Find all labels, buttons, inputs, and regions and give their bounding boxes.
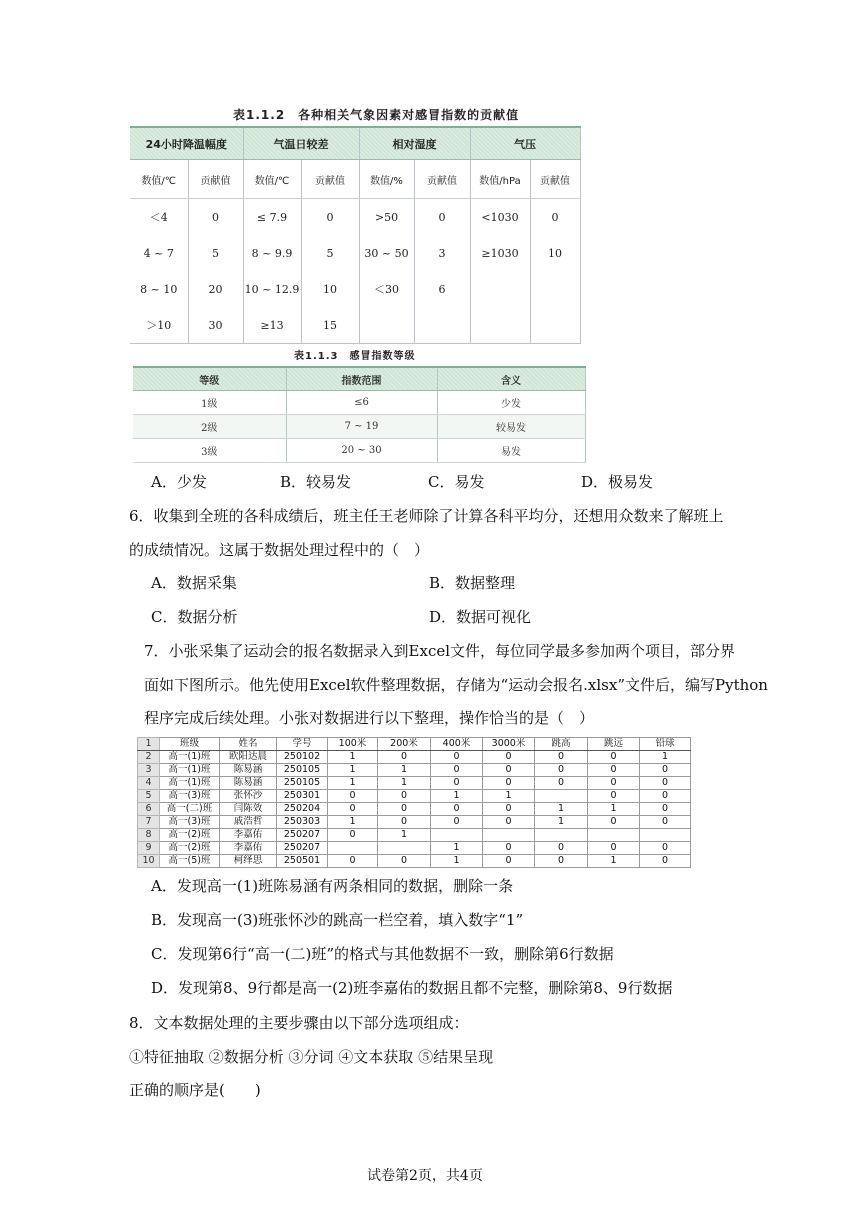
excel-cell: 高一(1)班: [160, 751, 220, 764]
excel-cell: 李嘉佑: [220, 842, 277, 855]
excel-row-number: 6: [138, 803, 160, 816]
excel-cell: [535, 790, 588, 803]
excel-cell: 0: [588, 816, 640, 829]
q6-option-c: C．数据分析: [151, 608, 238, 626]
excel-cell: [535, 829, 588, 842]
excel-cell: 0: [483, 855, 535, 868]
excel-cell: 0: [640, 842, 691, 855]
excel-cell: 0: [588, 764, 640, 777]
q7-option-a: A．发现高一(1)班陈易涵有两条相同的数据，删除一条: [151, 877, 514, 895]
table-113: [133, 366, 586, 463]
excel-cell: 0: [535, 777, 588, 790]
excel-cell: [588, 829, 640, 842]
excel-cell: 1: [483, 790, 535, 803]
excel-cell: [378, 842, 431, 855]
table-112-cell: 4 ~ 7: [130, 235, 188, 271]
table-112-subheader: 贡献值: [301, 160, 359, 199]
excel-cell: 1: [535, 816, 588, 829]
q5-option-c: C．易发: [428, 473, 485, 491]
table-112-cell: 10: [301, 271, 359, 307]
excel-cell: 0: [640, 803, 691, 816]
excel-cell: 0: [483, 751, 535, 764]
excel-cell: 高一(二)班: [160, 803, 220, 816]
excel-cell: 1: [328, 751, 378, 764]
excel-row-number: 2: [138, 751, 160, 764]
excel-column-header: 100米: [328, 738, 378, 751]
excel-cell: 张怀沙: [220, 790, 277, 803]
table-112-subheader: 数值/℃: [243, 160, 301, 199]
table-113-cell: 1级: [133, 391, 286, 415]
table-112-cell: 15: [301, 307, 359, 344]
table-113-caption: 表1.1.3 感冒指数等级: [294, 351, 416, 362]
table-112-group-header: 气压: [470, 127, 580, 160]
table-112-cell: 10: [530, 235, 580, 271]
excel-column-header: 400米: [431, 738, 483, 751]
excel-cell: 0: [431, 803, 483, 816]
excel-cell: 高一(1)班: [160, 764, 220, 777]
table-112-cell: 6: [414, 271, 470, 307]
table-112-cell: 0: [301, 199, 359, 236]
table-112-subheader: 数值/hPa: [470, 160, 530, 199]
excel-row: [138, 777, 691, 790]
excel-row-number: 8: [138, 829, 160, 842]
excel-cell: 0: [535, 855, 588, 868]
excel-cell: 1: [588, 855, 640, 868]
table-113-cell: ≤6: [286, 391, 437, 415]
excel-cell: 1: [431, 842, 483, 855]
table-112-cell: ≥13: [243, 307, 301, 344]
excel-row-number: 1: [138, 738, 160, 751]
q6-option-b: B．数据整理: [429, 574, 516, 592]
q7-option-c: C．发现第6行“高一(二)班”的格式与其他数据不一致，删除第6行数据: [151, 945, 614, 963]
excel-cell: 0: [535, 842, 588, 855]
excel-cell: 0: [378, 790, 431, 803]
excel-cell: 欧阳达晨: [220, 751, 277, 764]
excel-row-number: 4: [138, 777, 160, 790]
excel-cell: 高一(5)班: [160, 855, 220, 868]
table-113-cell: 7 ~ 19: [286, 415, 437, 439]
table-112-cell: 5: [301, 235, 359, 271]
table-112-cell: 0: [188, 199, 243, 236]
excel-column-header: 跳高: [535, 738, 588, 751]
table-112-cell: 0: [530, 199, 580, 236]
excel-row: [138, 842, 691, 855]
excel-cell: 高一(2)班: [160, 829, 220, 842]
table-112-group-row: [130, 127, 580, 160]
q6-stem-line1: 6．收集到全班的各科成绩后，班主任王老师除了计算各科平均分，还想用众数来了解班上: [129, 507, 724, 525]
excel-cell: 0: [483, 764, 535, 777]
excel-cell: 0: [328, 855, 378, 868]
excel-cell: 250501: [277, 855, 328, 868]
excel-cell: 0: [588, 751, 640, 764]
q8-stem-line1: 8．文本数据处理的主要步骤由以下部分选项组成：: [129, 1014, 469, 1032]
excel-cell: 1: [328, 816, 378, 829]
excel-cell: 1: [378, 829, 431, 842]
excel-row-number: 5: [138, 790, 160, 803]
excel-cell: 250105: [277, 764, 328, 777]
table-112-cell: ≤ 7.9: [243, 199, 301, 236]
table-112-cell: [359, 307, 414, 344]
table-113-header: 等级: [133, 367, 286, 391]
table-112-cell: 10 ~ 12.9: [243, 271, 301, 307]
q5-option-b: B．较易发: [280, 473, 352, 491]
excel-cell: 0: [483, 803, 535, 816]
excel-row: [138, 751, 691, 764]
excel-column-header: 班级: [160, 738, 220, 751]
table-113-cell: 2级: [133, 415, 286, 439]
table-112-cell: 8 ~ 9.9: [243, 235, 301, 271]
excel-row-number: 10: [138, 855, 160, 868]
table-112-cell: <1030: [470, 199, 530, 236]
excel-row-number: 9: [138, 842, 160, 855]
excel-row-number: 7: [138, 816, 160, 829]
excel-cell: 250207: [277, 829, 328, 842]
excel-cell: 0: [378, 816, 431, 829]
excel-cell: 250105: [277, 777, 328, 790]
table-112-cell: [470, 271, 530, 307]
excel-cell: 0: [431, 816, 483, 829]
excel-cell: 1: [378, 777, 431, 790]
excel-cell: 0: [588, 842, 640, 855]
excel-cell: 1: [328, 777, 378, 790]
q7-option-d: D．发现第8、9行都是高一(2)班李嘉佑的数据且都不完整，删除第8、9行数据: [151, 979, 673, 997]
excel-cell: 李嘉佑: [220, 829, 277, 842]
excel-cell: 0: [535, 751, 588, 764]
excel-cell: 高一(1)班: [160, 777, 220, 790]
excel-cell: 高一(3)班: [160, 816, 220, 829]
excel-column-header: 跳远: [588, 738, 640, 751]
excel-cell: [431, 829, 483, 842]
excel-cell: 0: [588, 790, 640, 803]
excel-cell: 闫陈效: [220, 803, 277, 816]
excel-cell: 高一(3)班: [160, 790, 220, 803]
q7-stem-line1: 7．小张采集了运动会的报名数据录入到Excel文件，每位同学最多参加两个项目，部分界: [144, 642, 736, 660]
excel-column-header: 200米: [378, 738, 431, 751]
excel-cell: 0: [431, 777, 483, 790]
excel-cell: 1: [535, 803, 588, 816]
table-113-cell: 易发: [437, 439, 585, 463]
excel-row: [138, 790, 691, 803]
excel-cell: 0: [328, 829, 378, 842]
excel-cell: 高一(2)班: [160, 842, 220, 855]
excel-cell: 陈易涵: [220, 764, 277, 777]
q7-stem-line2: 面如下图所示。他先使用Excel软件整理数据，存储为“运动会报名.xlsx”文件后，编写Python: [144, 676, 768, 694]
excel-cell: 0: [328, 790, 378, 803]
table-113-cell: 少发: [437, 391, 585, 415]
excel-cell: 0: [640, 855, 691, 868]
q6-option-d: D．数据可视化: [429, 608, 532, 626]
q5-option-a: A．少发: [151, 473, 207, 491]
excel-cell: 0: [328, 803, 378, 816]
table-113-row: [133, 439, 585, 463]
excel-row: [138, 764, 691, 777]
table-113-cell: 较易发: [437, 415, 585, 439]
table-112-subheader: 数值/%: [359, 160, 414, 199]
excel-cell: 0: [431, 751, 483, 764]
excel-cell: 0: [378, 751, 431, 764]
excel-row: [138, 855, 691, 868]
excel-cell: 0: [588, 777, 640, 790]
q8-stem-line2: ①特征抽取 ②数据分析 ③分词 ④文本获取 ⑤结果呈现: [129, 1048, 494, 1066]
page-footer: 试卷第2页，共4页: [367, 1168, 483, 1184]
table-112-subheader: 贡献值: [188, 160, 243, 199]
excel-row: [138, 829, 691, 842]
excel-cell: [640, 829, 691, 842]
q7-stem-line3: 程序完成后续处理。小张对数据进行以下整理，操作恰当的是（ ）: [144, 709, 595, 727]
table-112-group-header: 气温日较差: [243, 127, 359, 160]
excel-cell: [483, 829, 535, 842]
excel-cell: 1: [328, 764, 378, 777]
excel-column-header: 铅球: [640, 738, 691, 751]
excel-cell: 0: [431, 764, 483, 777]
table-113-row: [133, 415, 585, 439]
excel-cell: 250102: [277, 751, 328, 764]
table-112-cell: 30: [188, 307, 243, 344]
excel-cell: 1: [378, 764, 431, 777]
excel-cell: 1: [640, 751, 691, 764]
table-113-cell: 3级: [133, 439, 286, 463]
table-112-caption: 表1.1.2 各种相关气象因素对感冒指数的贡献值: [233, 108, 520, 122]
excel-column-header: 学号: [277, 738, 328, 751]
excel-sheet: [137, 737, 691, 868]
table-112-cell: ＜30: [359, 271, 414, 307]
excel-cell: 0: [378, 803, 431, 816]
excel-cell: 陈易涵: [220, 777, 277, 790]
excel-cell: 0: [483, 777, 535, 790]
table-112-subheader-row: [130, 160, 580, 199]
table-112-cell: 3: [414, 235, 470, 271]
table-112-row: [130, 235, 580, 271]
table-112-subheader: 数值/℃: [130, 160, 188, 199]
excel-cell: 0: [483, 842, 535, 855]
table-112-cell: ≥1030: [470, 235, 530, 271]
table-112-group-header: 相对湿度: [359, 127, 470, 160]
table-113-header: 指数范围: [286, 367, 437, 391]
table-112-row: [130, 271, 580, 307]
excel-cell: 250207: [277, 842, 328, 855]
excel-column-header: 3000米: [483, 738, 535, 751]
table-112-cell: [530, 271, 580, 307]
q8-stem-line3: 正确的顺序是( ): [129, 1081, 261, 1099]
table-112-cell: ＜4: [130, 199, 188, 236]
q6-option-a: A．数据采集: [151, 574, 237, 592]
table-113-cell: 20 ~ 30: [286, 439, 437, 463]
table-113-header-row: [133, 367, 585, 391]
excel-header-row: [138, 738, 691, 751]
excel-row: [138, 803, 691, 816]
excel-cell: 戚浩哲: [220, 816, 277, 829]
table-113-header: 含义: [437, 367, 585, 391]
table-112-cell: ＞10: [130, 307, 188, 344]
q5-option-d: D．极易发: [581, 473, 654, 491]
excel-cell: 0: [640, 764, 691, 777]
excel-column-header: 姓名: [220, 738, 277, 751]
excel-cell: 250303: [277, 816, 328, 829]
table-112-subheader: 贡献值: [414, 160, 470, 199]
table-112-cell: >50: [359, 199, 414, 236]
excel-cell: 0: [640, 777, 691, 790]
table-112-cell: 5: [188, 235, 243, 271]
table-112: [130, 126, 581, 344]
table-112-subheader: 贡献值: [530, 160, 580, 199]
q7-option-b: B．发现高一(3)班张怀沙的跳高一栏空着，填入数字“1”: [151, 911, 524, 929]
excel-cell: 250301: [277, 790, 328, 803]
excel-cell: 0: [483, 816, 535, 829]
table-112-cell: [470, 307, 530, 344]
excel-cell: 0: [535, 764, 588, 777]
table-112-cell: 20: [188, 271, 243, 307]
excel-cell: 柯绎思: [220, 855, 277, 868]
table-112-row: [130, 199, 580, 236]
excel-cell: 0: [378, 855, 431, 868]
excel-cell: [328, 842, 378, 855]
excel-row: [138, 816, 691, 829]
excel-cell: 1: [588, 803, 640, 816]
table-112-cell: 0: [414, 199, 470, 236]
excel-cell: 1: [431, 790, 483, 803]
table-112-group-header: 24小时降温幅度: [130, 127, 243, 160]
excel-cell: 0: [640, 790, 691, 803]
table-112-cell: 8 ~ 10: [130, 271, 188, 307]
excel-cell: 0: [640, 816, 691, 829]
table-112-cell: 30 ~ 50: [359, 235, 414, 271]
table-112-row: [130, 307, 580, 344]
excel-row-number: 3: [138, 764, 160, 777]
excel-cell: 250204: [277, 803, 328, 816]
table-112-cell: [414, 307, 470, 344]
table-112-cell: [530, 307, 580, 344]
table-113-row: [133, 391, 585, 415]
q6-stem-line2: 的成绩情况。这属于数据处理过程中的（ ）: [129, 541, 430, 559]
excel-cell: 1: [431, 855, 483, 868]
